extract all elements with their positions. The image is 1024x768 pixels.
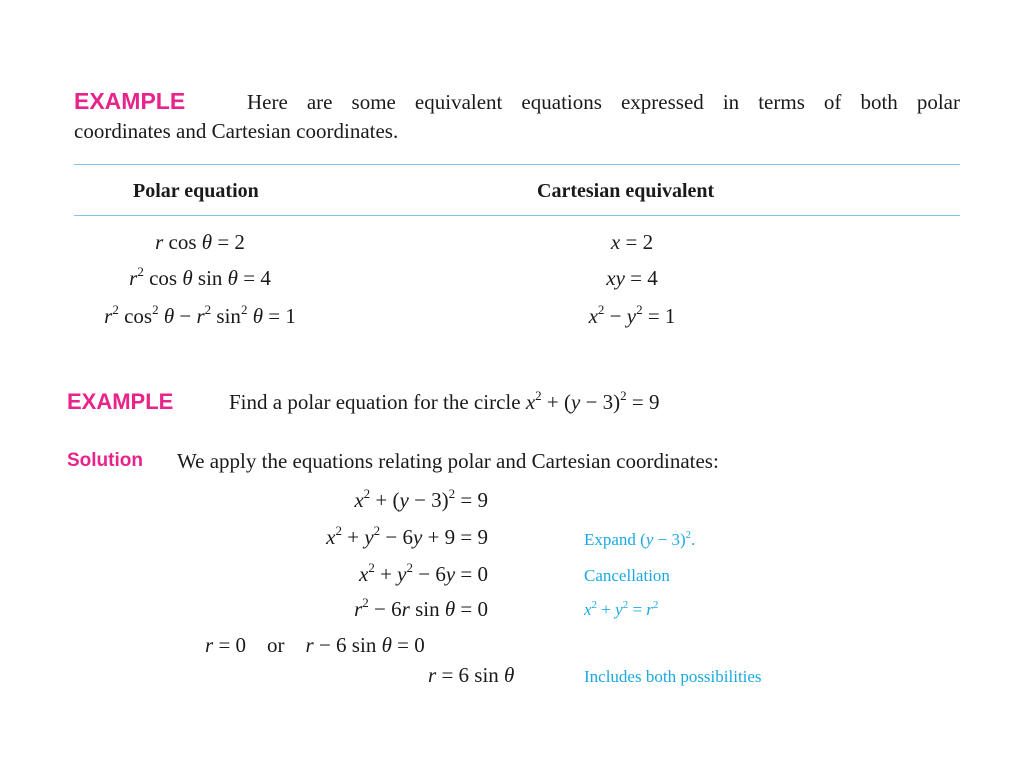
cartesian-header: Cartesian equivalent [537,180,715,202]
polar-equation: r cos θ = 2 [155,230,245,254]
solution-intro: We apply the equations relating polar and Cartesian coordinates: [177,449,719,473]
solution-step: $r^2 - 6r$ sin θ = 0 [354,595,488,621]
solution-step: $x^2 + y^2 - 6y = 0$ [358,560,488,586]
step-note: Includes both possibilities [584,667,762,686]
polar-header: Polar equation [133,180,259,202]
example-intro-line-1: Here are some equivalent equations expressed in terms of both polar [247,90,960,114]
solution-step: r = 0 or r − 6 sin θ = 0 [205,633,425,657]
step-note: Expand $(y - 3)^2$. [584,529,696,549]
example-intro-line-2: coordinates and Cartesian coordinates. [74,119,399,143]
example-problem: Find a polar equation for the circle $x^2 + (y - 3)^2 = 9$ [229,388,660,414]
cartesian-equation: x = 2 [610,230,654,254]
solution-label: Solution [67,450,143,471]
solution-step: $x^2 + (y - 3)^2 = 9$ [354,486,488,512]
polar-equation: $r^2$ cos θ sin θ = 4 [129,264,271,290]
table-top-rule [74,164,960,165]
polar-equation: $r^2$ $\cos^2 \theta - r^2$ $\sin^2 \theta = 1$ [104,302,296,328]
cartesian-equation: $x^2 - y^2 = 1$ [588,302,676,328]
step-note: Cancellation [584,566,670,585]
solution-step: r = 6 sin θ [428,663,515,687]
step-note: $x^2 + y^2 = r^2$ [584,599,659,619]
example-label: EXAMPLE [67,389,174,414]
table-header-rule [74,215,960,216]
solution-step: $x^2 + y^2 - 6y + 9 = 9$ [326,523,488,549]
example-label: EXAMPLE [74,88,186,114]
cartesian-equation: xy = 4 [606,266,658,290]
